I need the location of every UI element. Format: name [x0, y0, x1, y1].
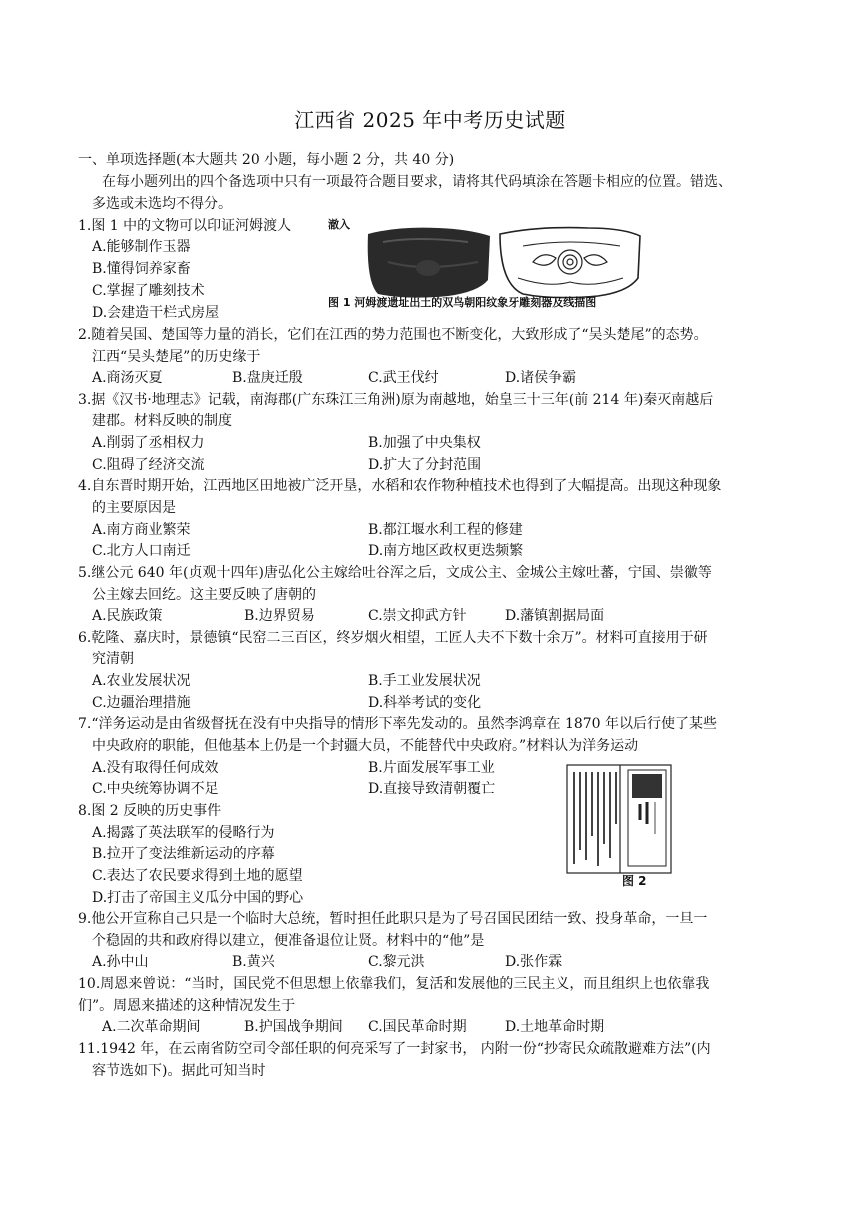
question-stem: 10.周恩来曾说：“当时，国民党不但思想上依靠我们，复活和发展他的三民主义，而且组织上也依靠我 [78, 976, 710, 992]
option: C.边疆治理措施 [92, 695, 191, 711]
option: B.黄兴 [232, 954, 275, 970]
question-stem: 7.“洋务运动是由省级督抚在没有中央指导的情形下率先发动的。虽然李鸿章在 1870 年以后行使了某些 [78, 716, 718, 732]
question-stem: 们”。周恩来描述的这种情况发生于 [78, 998, 296, 1014]
option: C.崇文抑武方针 [368, 608, 467, 624]
option: B.拉开了变法维新运动的序幕 [92, 846, 275, 862]
option: C.北方人口南迁 [92, 543, 191, 559]
document-image [566, 764, 672, 876]
option: D.张作霖 [505, 954, 563, 970]
option: D.诸侯争霸 [505, 370, 577, 386]
figure-1-label: 澈入 [328, 218, 350, 231]
option: C.阻碍了经济交流 [92, 457, 205, 473]
option: A.没有取得任何成效 [92, 760, 219, 776]
option: D.会建造干栏式房屋 [92, 305, 220, 321]
question-stem: 1.图 1 中的文物可以印证河姆渡人 [78, 218, 292, 234]
page-title: 江西省 2025 年中考历史试题 [294, 108, 566, 132]
option: D.土地革命时期 [505, 1019, 605, 1035]
option: A.削弱了丞相权力 [92, 435, 205, 451]
question-stem: 2.随着吴国、楚国等力量的消长，它们在江西的势力范围也不断变化，大致形成了“吴头楚尾”的态势。 [78, 327, 708, 343]
figure-2-caption: 图 2 [622, 874, 647, 888]
option: C.中央统筹协调不足 [92, 781, 219, 797]
option: D.藩镇割据局面 [505, 608, 605, 624]
option: B.边界贸易 [244, 608, 315, 624]
question-stem: 个稳固的共和政府得以建立，便准备退位让贤。材料中的“他”是 [92, 933, 485, 949]
section-instruction: 多选或未选均不得分。 [92, 196, 232, 212]
figure-1-caption: 图 1 河姆渡遗址出土的双鸟朝阳纹象牙雕刻器及线描图 [328, 296, 597, 309]
question-stem: 9.他公开宣称自己只是一个临时大总统，暂时担任此职只是为了号召国民团结一致、投身革命，一旦一 [78, 911, 708, 927]
option: A.孙中山 [92, 954, 149, 970]
section-heading: 一、单项选择题(本大题共 20 小题，每小题 2 分，共 40 分) [78, 152, 455, 168]
question-stem: 3.据《汉书·地理志》记载，南海郡(广东珠江三角洲)原为南越地，始皇三十三年(前 214 年)秦灭南越后 [78, 392, 714, 408]
option: A.民族政策 [92, 608, 163, 624]
question-stem: 6.乾隆、嘉庆时，景德镇“民窑二三百区，终岁烟火相望，工匠人夫不下数十余万”。材料可直接用于研 [78, 630, 708, 646]
question-stem: 建郡。材料反映的制度 [92, 413, 232, 429]
option: D.直接导致清朝覆亡 [368, 781, 496, 797]
option: C.表达了农民要求得到土地的愿望 [92, 868, 303, 884]
question-stem: 公主嫁去回纥。这主要反映了唐朝的 [92, 587, 316, 603]
option: A.商汤灭夏 [92, 370, 163, 386]
question-stem: 的主要原因是 [92, 500, 176, 516]
option: D.打击了帝国主义瓜分中国的野心 [92, 890, 304, 906]
ivory-carving-image [328, 222, 668, 304]
option: A.南方商业繁荣 [92, 522, 191, 538]
question-stem: 5.继公元 640 年(贞观十四年)唐弘化公主嫁给吐谷浑之后，文成公主、金城公主嫁吐蕃，宁国、崇徽等 [78, 565, 712, 581]
option: B.片面发展军事工业 [368, 760, 495, 776]
option: A.能够制作玉器 [92, 239, 191, 255]
option: D.南方地区政权更迭频繁 [368, 543, 524, 559]
question-stem: 容节选如下)。据此可知当时 [92, 1063, 266, 1079]
option: C.武王伐纣 [368, 370, 439, 386]
section-instruction: 在每小题列出的四个备选项中只有一项最符合题目要求，请将其代码填涂在答题卡相应的位置。错选、 [102, 174, 732, 190]
option: A.揭露了英法联军的侵略行为 [92, 825, 275, 841]
option: B.盘庚迁殷 [232, 370, 303, 386]
question-stem: 中央政府的职能，但他基本上仍是一个封疆大员，不能替代中央政府。”材料认为洋务运动 [92, 738, 639, 754]
option: B.懂得饲养家畜 [92, 261, 191, 277]
option: B.手工业发展状况 [368, 673, 481, 689]
question-stem: 4.自东晋时期开始，江西地区田地被广泛开垦，水稻和农作物种植技术也得到了大幅提高。出现这种现象 [78, 478, 722, 494]
option: D.扩大了分封范围 [368, 457, 482, 473]
option: D.科举考试的变化 [368, 695, 482, 711]
option: B.都江堰水利工程的修建 [368, 522, 523, 538]
figure-2 [566, 764, 672, 888]
question-stem: 11.1942 年，在云南省防空司令部任职的何亮采写了一封家书， 内附一份“抄寄民众疏散避难方法”(内 [78, 1041, 711, 1057]
option: B.加强了中央集权 [368, 435, 481, 451]
option: A.农业发展状况 [92, 673, 191, 689]
option: C.国民革命时期 [368, 1019, 467, 1035]
option: B.护国战争期间 [244, 1019, 343, 1035]
option: C.掌握了雕刻技术 [92, 283, 205, 299]
option: C.黎元洪 [368, 954, 425, 970]
question-stem: 江西“吴头楚尾”的历史缘于 [92, 349, 261, 365]
question-stem: 究清朝 [92, 651, 134, 667]
figure-1 [328, 214, 668, 310]
question-stem: 8.图 2 反映的历史事件 [78, 803, 222, 819]
option: A.二次革命期间 [102, 1019, 201, 1035]
